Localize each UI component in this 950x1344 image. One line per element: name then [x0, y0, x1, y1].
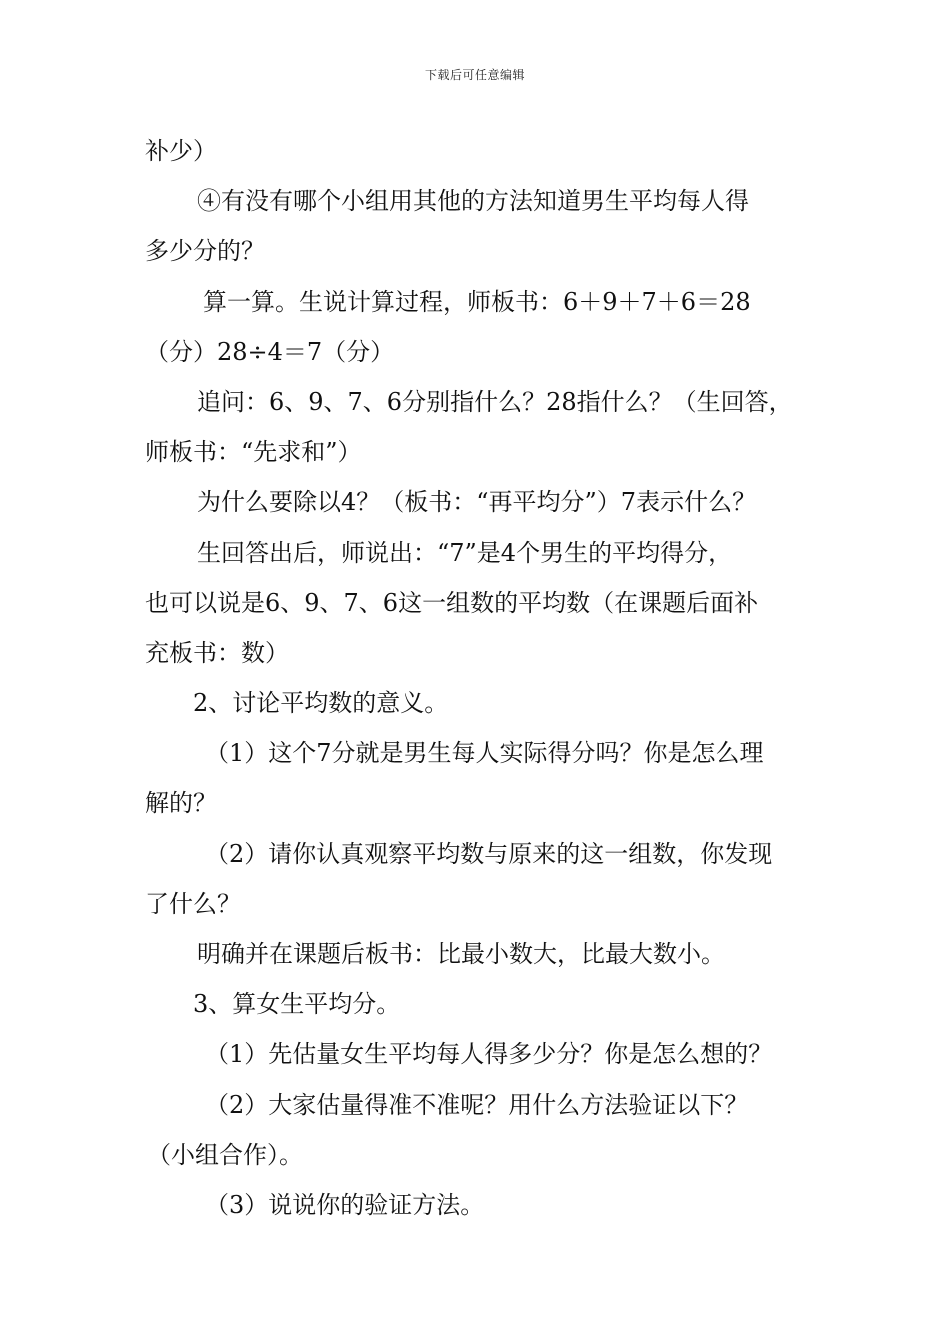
text-line: 也可以说是6、9、7、6这一组数的平均数（在课题后面补	[145, 588, 759, 617]
text-line: 追问：6、9、7、6分别指什么？28指什么？（生回答，	[197, 387, 793, 416]
text-line: （3）说说你的验证方法。	[205, 1190, 485, 1219]
text-line: 为什么要除以4？（板书：“再平均分”）7表示什么？	[197, 488, 757, 517]
text-line: 充板书：数）	[145, 638, 289, 667]
text-line: 2、讨论平均数的意义。	[193, 689, 449, 718]
text-line: （1）先估量女生平均每人得多少分？你是怎么想的？	[205, 1040, 773, 1069]
text-line: 生回答出后，师说出：“7”是4个男生的平均得分，	[197, 538, 733, 567]
page-header: 下载后可任意编辑	[424, 68, 525, 82]
text-line: （2）大家估量得准不准呢？用什么方法验证以下？	[205, 1090, 749, 1119]
text-line: 解的？	[145, 789, 217, 818]
text-line: （2）请你认真观察平均数与原来的这一组数，你发现	[205, 839, 773, 868]
text-line: （小组合作）。	[147, 1140, 303, 1169]
text-line: （分）28÷4＝7（分）	[145, 337, 395, 366]
text-line: 师板书：“先求和”）	[145, 438, 362, 467]
text-line: 了什么？	[145, 889, 241, 918]
text-line: 算一算。生说计算过程，师板书：6＋9＋7＋6＝28	[203, 287, 751, 316]
text-line: （1）这个7分就是男生每人实际得分吗？你是怎么理	[205, 739, 764, 768]
text-line: 明确并在课题后板书：比最小数大，比最大数小。	[197, 940, 725, 968]
text-line: 多少分的？	[145, 237, 265, 266]
document-body	[145, 126, 810, 1230]
text-line: 3、算女生平均分。	[193, 990, 401, 1019]
text-line: 补少）	[145, 137, 217, 165]
text-line: ④有没有哪个小组用其他的方法知道男生平均每人得	[197, 187, 749, 216]
